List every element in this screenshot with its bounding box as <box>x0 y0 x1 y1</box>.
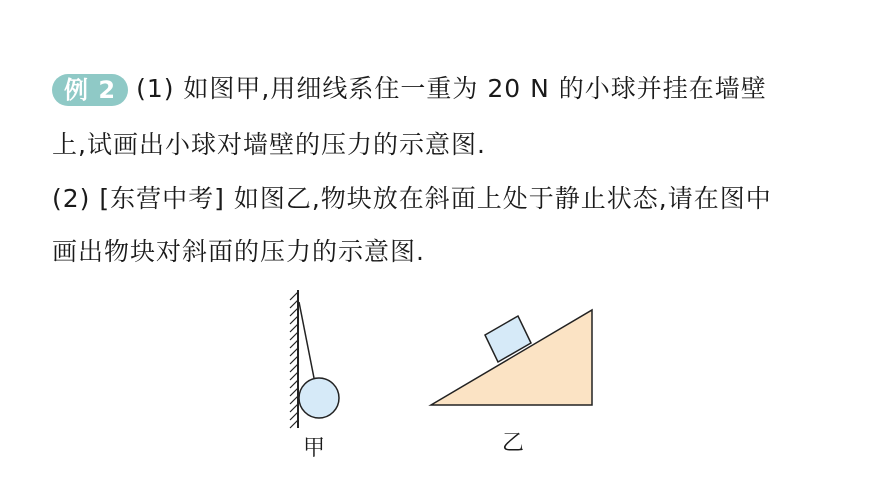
string-line <box>299 302 314 378</box>
figure-b <box>431 310 592 405</box>
ball <box>299 378 339 418</box>
part-1-text: (1) 如图甲,用细线系住一重为 20 N 的小球并挂在墙壁 <box>136 74 767 103</box>
problem-line-4: 画出物块对斜面的压力的示意图. <box>52 237 425 266</box>
figure-b-label: 乙 <box>502 431 525 456</box>
wall-hatching <box>290 292 298 428</box>
figure-a-label: 甲 <box>303 436 326 461</box>
example-badge: 例 2 <box>52 74 128 106</box>
problem-line-2: 上,试画出小球对墙壁的压力的示意图. <box>52 130 486 159</box>
problem-line-3: (2) [东营中考] 如图乙,物块放在斜面上处于静止状态,请在图中 <box>52 184 772 213</box>
figure-a <box>290 290 339 428</box>
